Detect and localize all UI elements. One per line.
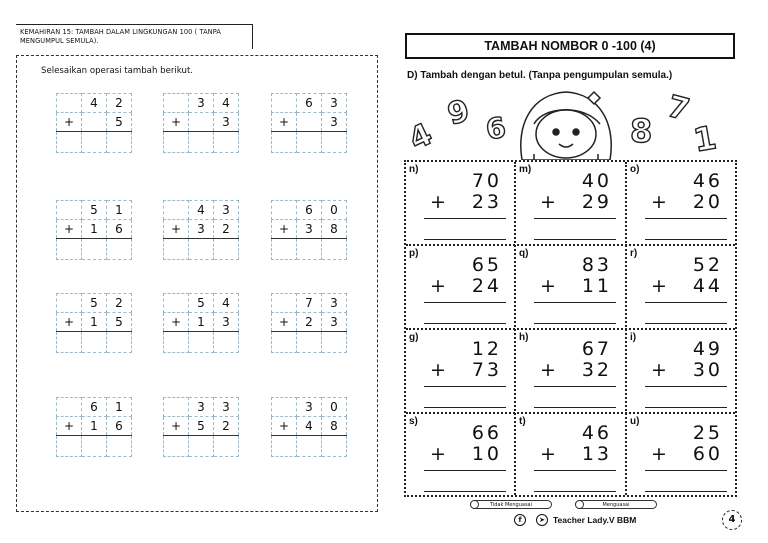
underline — [424, 407, 506, 408]
second-number: 24 — [471, 275, 502, 297]
decor-digit: 9 — [444, 93, 474, 133]
digit-cell: 1 — [107, 201, 132, 220]
digit-cell — [164, 201, 189, 220]
first-number: 65 — [471, 254, 502, 276]
plus-sign: + — [430, 191, 446, 213]
plus-sign: + — [164, 313, 189, 332]
digit-cell: 1 — [82, 417, 107, 436]
underline — [534, 407, 616, 408]
first-number: 46 — [692, 170, 723, 192]
digit-cell: 3 — [297, 398, 322, 417]
answer-box[interactable] — [189, 132, 214, 153]
plus-sign: + — [57, 220, 82, 239]
digit-cell: 6 — [297, 94, 322, 113]
plus-sign: + — [651, 443, 667, 465]
first-number: 46 — [581, 422, 612, 444]
addition-problem — [163, 293, 243, 361]
answer-box[interactable] — [164, 332, 189, 353]
answer-box[interactable] — [189, 239, 214, 260]
answer-box[interactable] — [57, 332, 82, 353]
problem-label: p) — [409, 248, 419, 259]
digit-cell: 2 — [107, 94, 132, 113]
left-instruction: Selesaikan operasi tambah berikut. — [41, 66, 194, 76]
digit-cell — [57, 398, 82, 417]
problem-label: u) — [630, 416, 640, 427]
digit-cell: 2 — [214, 417, 239, 436]
answer-box[interactable] — [107, 239, 132, 260]
digit-cell: 5 — [107, 113, 132, 132]
digit-cell: 3 — [322, 113, 347, 132]
addition-problem-card — [516, 414, 626, 498]
answer-box[interactable] — [164, 132, 189, 153]
underline — [424, 239, 506, 240]
addition-problem — [163, 200, 243, 268]
addition-problem-card — [406, 330, 516, 414]
decor-digit: 6 — [483, 110, 509, 147]
plus-sign: + — [540, 443, 556, 465]
decor-digit: 1 — [690, 118, 720, 160]
decor-digit: 4 — [404, 116, 438, 158]
addition-problem-card — [406, 162, 516, 246]
digit-cell: 3 — [189, 220, 214, 239]
answer-box[interactable] — [272, 436, 297, 457]
right-instruction: D) Tambah dengan betul. (Tanpa pengumpulan semula.) — [407, 70, 673, 81]
digit-cell: 4 — [214, 94, 239, 113]
addition-problem — [271, 200, 351, 268]
first-number: 67 — [581, 338, 612, 360]
answer-line[interactable] — [424, 218, 506, 219]
answer-box[interactable] — [57, 132, 82, 153]
first-number: 83 — [581, 254, 612, 276]
addition-problem — [163, 93, 243, 161]
legend-not-mastered — [470, 500, 552, 509]
plus-sign: + — [57, 417, 82, 436]
author-credit: Teacher Lady.V BBM — [553, 515, 637, 525]
plus-sign: + — [272, 113, 297, 132]
addition-problem-card — [627, 162, 737, 246]
second-number: 13 — [581, 443, 612, 465]
first-number: 12 — [471, 338, 502, 360]
answer-box[interactable] — [297, 436, 322, 457]
digit-cell: 6 — [107, 417, 132, 436]
problem-label: i) — [630, 332, 637, 343]
digit-cell — [272, 201, 297, 220]
second-number: 10 — [471, 443, 502, 465]
decor-digit: 7 — [663, 88, 693, 129]
first-number: 25 — [692, 422, 723, 444]
addition-problem-card — [406, 246, 516, 330]
addition-problem — [271, 293, 351, 361]
digit-cell: 1 — [82, 220, 107, 239]
addition-problem-card — [516, 330, 626, 414]
digit-cell: 0 — [322, 201, 347, 220]
answer-box[interactable] — [57, 239, 82, 260]
digit-cell: 1 — [107, 398, 132, 417]
answer-line[interactable] — [424, 386, 506, 387]
answer-box[interactable] — [297, 332, 322, 353]
answer-box[interactable] — [107, 436, 132, 457]
problem-label: g) — [409, 332, 419, 343]
digit-cell: 8 — [322, 220, 347, 239]
plus-sign: + — [57, 313, 82, 332]
addition-problem — [56, 293, 136, 361]
addition-problem-card — [627, 330, 737, 414]
digit-cell — [272, 398, 297, 417]
answer-box[interactable] — [189, 332, 214, 353]
answer-line[interactable] — [534, 470, 616, 471]
problem-label: q) — [519, 248, 529, 259]
answer-line[interactable] — [534, 218, 616, 219]
plus-sign: + — [430, 359, 446, 381]
digit-cell: 4 — [297, 417, 322, 436]
digit-cell — [272, 94, 297, 113]
problem-label: r) — [630, 248, 638, 259]
answer-box[interactable] — [107, 132, 132, 153]
addition-problem-card — [516, 162, 626, 246]
answer-grid — [404, 160, 737, 497]
digit-cell: 3 — [322, 94, 347, 113]
answer-box[interactable] — [214, 332, 239, 353]
addition-problem-card — [627, 414, 737, 498]
digit-cell: 4 — [82, 94, 107, 113]
underline — [645, 323, 727, 324]
answer-box[interactable] — [214, 239, 239, 260]
digit-cell: 4 — [189, 201, 214, 220]
legend-label: Tidak Menguasai — [489, 502, 533, 508]
first-number: 40 — [581, 170, 612, 192]
underline — [645, 491, 727, 492]
digit-cell: 3 — [189, 94, 214, 113]
addition-problem — [271, 93, 351, 161]
problem-label: t) — [519, 416, 526, 427]
answer-box[interactable] — [322, 332, 347, 353]
answer-box[interactable] — [297, 132, 322, 153]
digit-cell: 5 — [82, 294, 107, 313]
plus-sign: + — [651, 191, 667, 213]
answer-box[interactable] — [82, 239, 107, 260]
girl-with-numbers-illustration — [404, 84, 736, 160]
digit-cell: 5 — [82, 201, 107, 220]
digit-cell — [82, 113, 107, 132]
digit-cell — [189, 113, 214, 132]
digit-cell: 3 — [322, 294, 347, 313]
digit-cell: 6 — [297, 201, 322, 220]
second-number: 20 — [692, 191, 723, 213]
digit-cell: 3 — [322, 313, 347, 332]
answer-box[interactable] — [297, 239, 322, 260]
page-title: TAMBAH NOMBOR 0 -100 (4) — [405, 33, 735, 59]
digit-cell: 7 — [297, 294, 322, 313]
answer-box[interactable] — [57, 436, 82, 457]
second-number: 44 — [692, 275, 723, 297]
plus-sign: + — [651, 275, 667, 297]
answer-line[interactable] — [645, 470, 727, 471]
answer-box[interactable] — [164, 436, 189, 457]
addition-problem — [271, 397, 351, 465]
digit-cell: 2 — [297, 313, 322, 332]
answer-box[interactable] — [322, 239, 347, 260]
digit-cell: 6 — [82, 398, 107, 417]
underline — [534, 323, 616, 324]
legend-mastered — [575, 500, 657, 509]
underline — [534, 491, 616, 492]
digit-cell — [57, 201, 82, 220]
underline — [424, 323, 506, 324]
addition-problem — [163, 397, 243, 465]
digit-cell: 0 — [322, 398, 347, 417]
digit-cell — [164, 294, 189, 313]
plus-sign: + — [540, 191, 556, 213]
plus-sign: + — [164, 113, 189, 132]
skill-title: KEMAHIRAN 15: TAMBAH DALAM LINGKUNGAN 100 ( TANPA MENGUMPUL SEMULA). — [20, 28, 222, 45]
problem-label: s) — [409, 416, 418, 427]
underline — [424, 491, 506, 492]
digit-cell: 3 — [214, 398, 239, 417]
digit-cell: 2 — [214, 220, 239, 239]
addition-problem-card — [627, 246, 737, 330]
digit-cell: 8 — [322, 417, 347, 436]
facebook-icon[interactable]: f — [514, 514, 526, 526]
addition-problem — [56, 200, 136, 268]
digit-cell: 3 — [189, 398, 214, 417]
first-number: 66 — [471, 422, 502, 444]
problem-label: n) — [409, 164, 419, 175]
digit-cell — [297, 113, 322, 132]
answer-box[interactable] — [272, 332, 297, 353]
first-number: 70 — [471, 170, 502, 192]
answer-line[interactable] — [424, 470, 506, 471]
decor-digit: 8 — [630, 112, 653, 150]
answer-box[interactable] — [164, 239, 189, 260]
answer-line[interactable] — [534, 302, 616, 303]
answer-line[interactable] — [645, 386, 727, 387]
digit-cell: 3 — [214, 201, 239, 220]
digit-cell: 1 — [189, 313, 214, 332]
page-number: 4 — [722, 510, 742, 530]
answer-line[interactable] — [534, 386, 616, 387]
plus-sign: + — [272, 313, 297, 332]
telegram-icon[interactable]: ➤ — [536, 514, 548, 526]
answer-line[interactable] — [645, 302, 727, 303]
underline — [645, 407, 727, 408]
first-number: 52 — [692, 254, 723, 276]
plus-sign: + — [164, 220, 189, 239]
digit-cell — [57, 294, 82, 313]
answer-box[interactable] — [82, 436, 107, 457]
problem-label: h) — [519, 332, 529, 343]
answer-box[interactable] — [189, 436, 214, 457]
answer-box[interactable] — [107, 332, 132, 353]
plus-sign: + — [57, 113, 82, 132]
plus-sign: + — [540, 275, 556, 297]
underline — [645, 239, 727, 240]
addition-problem-card — [516, 246, 626, 330]
answer-line[interactable] — [424, 302, 506, 303]
underline — [534, 239, 616, 240]
plus-sign: + — [164, 417, 189, 436]
second-number: 60 — [692, 443, 723, 465]
legend-circle-icon — [575, 500, 584, 509]
digit-cell: 6 — [107, 220, 132, 239]
digit-cell: 5 — [189, 417, 214, 436]
answer-box[interactable] — [82, 132, 107, 153]
second-number: 11 — [581, 275, 612, 297]
answer-box[interactable] — [214, 132, 239, 153]
digit-cell: 5 — [107, 313, 132, 332]
legend-circle-icon — [470, 500, 479, 509]
digit-cell: 1 — [82, 313, 107, 332]
plus-sign: + — [540, 359, 556, 381]
addition-problem — [56, 93, 136, 161]
answer-box[interactable] — [272, 239, 297, 260]
digit-cell — [164, 94, 189, 113]
digit-cell: 4 — [214, 294, 239, 313]
legend-label: Menguasai — [602, 502, 630, 508]
plus-sign: + — [272, 417, 297, 436]
answer-line[interactable] — [645, 218, 727, 219]
digit-cell: 2 — [107, 294, 132, 313]
digit-cell: 3 — [214, 113, 239, 132]
plus-sign: + — [272, 220, 297, 239]
answer-box[interactable] — [322, 132, 347, 153]
digit-cell: 5 — [189, 294, 214, 313]
digit-cell: 3 — [214, 313, 239, 332]
answer-box[interactable] — [272, 132, 297, 153]
second-number: 30 — [692, 359, 723, 381]
digit-cell — [57, 94, 82, 113]
plus-sign: + — [651, 359, 667, 381]
plus-sign: + — [430, 275, 446, 297]
digit-cell — [272, 294, 297, 313]
first-number: 49 — [692, 338, 723, 360]
problem-label: m) — [519, 164, 532, 175]
answer-box[interactable] — [82, 332, 107, 353]
second-number: 73 — [471, 359, 502, 381]
second-number: 32 — [581, 359, 612, 381]
second-number: 29 — [581, 191, 612, 213]
answer-box[interactable] — [322, 436, 347, 457]
digit-cell — [164, 398, 189, 417]
worksheet-header — [16, 24, 253, 49]
problem-label: o) — [630, 164, 640, 175]
addition-problem-card — [406, 414, 516, 498]
addition-problem — [56, 397, 136, 465]
second-number: 23 — [471, 191, 502, 213]
answer-box[interactable] — [214, 436, 239, 457]
plus-sign: + — [430, 443, 446, 465]
digit-cell: 3 — [297, 220, 322, 239]
